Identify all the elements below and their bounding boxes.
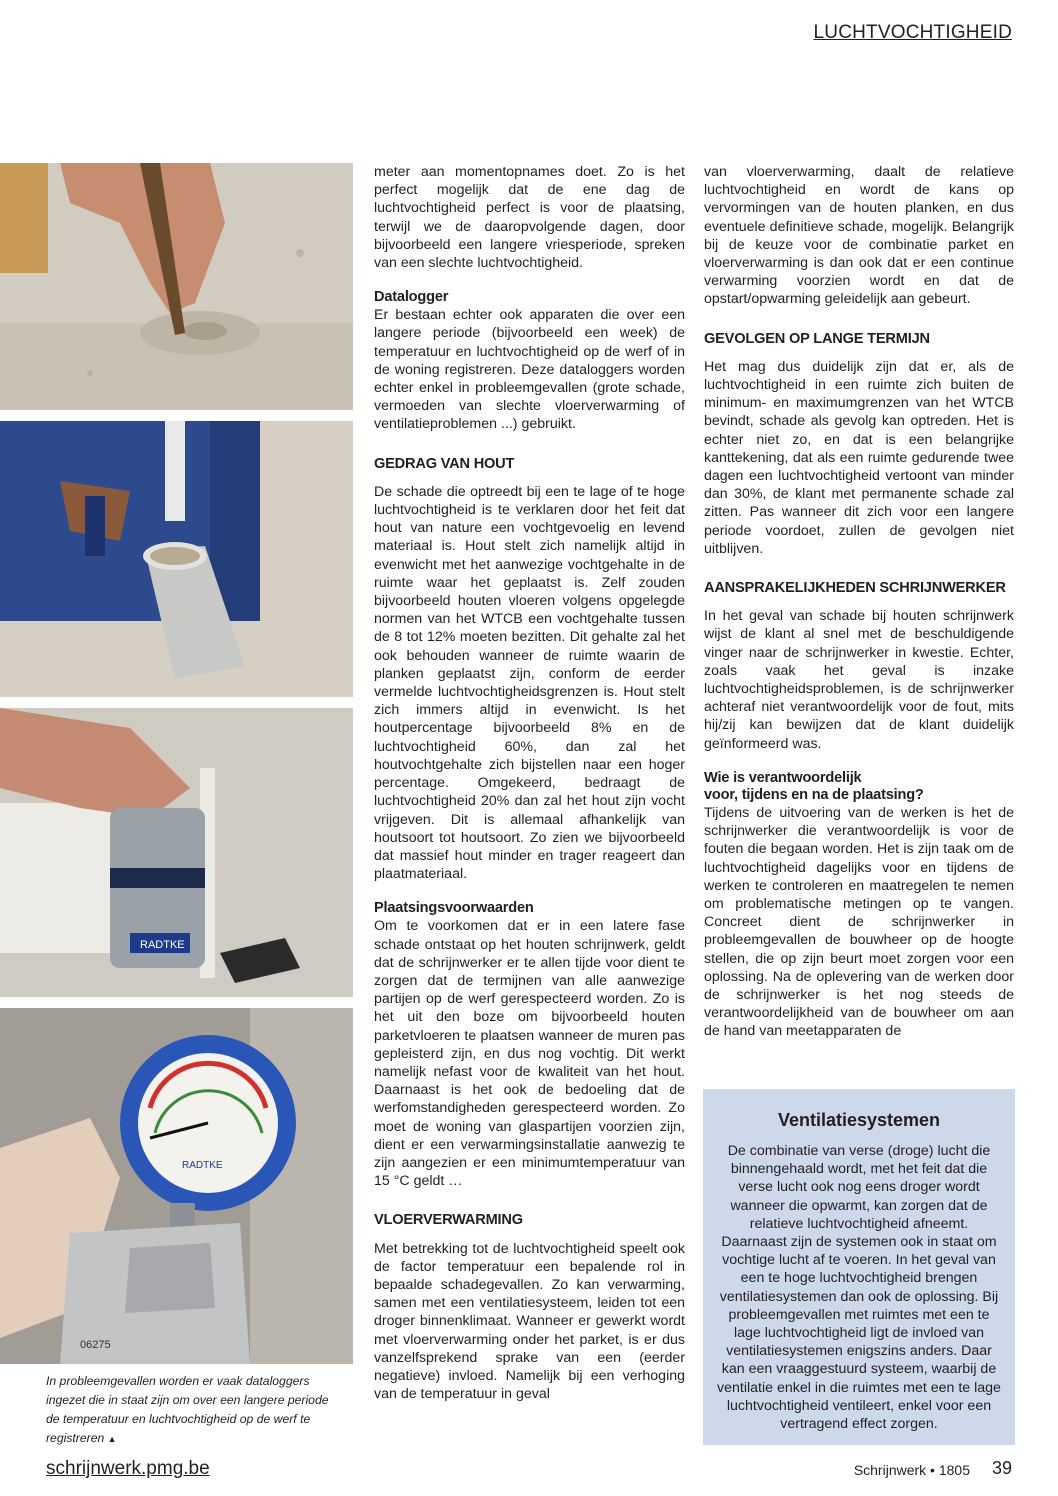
article-column-right: [704, 163, 1014, 1041]
device-brand-label: RADTKE: [140, 939, 185, 951]
subheading-plaatsingsvoorwaarden: Plaatsingsvoorwaarden: [374, 900, 534, 917]
photo-drilling-floor: [0, 163, 353, 410]
triangle-up-icon: ▲: [107, 1434, 117, 1444]
sidebox-ventilatiesystemen: [703, 1089, 1015, 1445]
photo-caption: [46, 1372, 346, 1449]
subheading-line: voor, tijdens en na de plaatsing?: [704, 786, 924, 803]
heading-gedrag-van-hout: GEDRAG VAN HOUT: [374, 455, 515, 472]
paragraph: van vloerverwarming, daalt de relatieve luchtvochtigheid en wordt de kans op vervormingen van de houten planken, en dus eventuele definitieve schade, mogelijk. Belangrijk bij de keuze voor de combinatie parket en vloerverwarming is dan ook dat er een continue verwarming voorzien wordt en dat de opstart/opwarming geleidelijk aan gebeurt.: [704, 164, 1014, 308]
footer-publication: Schrijnwerk • 1805: [853, 1462, 970, 1478]
article-column-middle: [374, 163, 685, 1403]
section-title: LUCHTVOCHTIGHEID: [813, 22, 1012, 43]
paragraph: Tijdens de uitvoering van de werken is het de schrijnwerker die verantwoordelijk is voor de fouten die begaan worden. Het is zijn taak om de luchtvochtigheid dagelijks voor en tijdens de werken te controleren en maatregelen te nemen om problematische metingen op te vangen. Concreet dient de schrijnwerker in probleemgevallen de bouwheer op de hoogte stellen, die op zijn beurt moet zorgen voor een oplossing. Na de oplevering van de werken door de schrijnwerker is het nog steeds de verantwoordelijkheid van de bouwheer om aan de hand van meetapparaten de: [704, 804, 1014, 1040]
sidebox-text: De combinatie van verse (droge) lucht die binnengehaald wordt, met het feit dat die verse lucht ook nog eens droger wordt wanneer die opwarmt, kan zorgen dat de relatieve luchtvochtigheid afneemt. Daarnaast zijn de systemen ook in staat om vochtige lucht af te voeren. In het geval van een te hoge luchtvochtigheid brengen ventilatiesystemen dan ook de oplossing. Bij probleemgevallen met ruimtes met een te lage luchtvochtigheid ligt de invloed van ventilatiesystemen enigszins anders. Daar kan een vraaggestuurd systeem, waarbij de ventilatie enkel in die ruimtes met een te lage luchtvochtigheid ventileert, enkel voor een vertragend effect zorgen.: [717, 1143, 1001, 1433]
page-number: 39: [991, 1458, 1012, 1478]
heading-vloerverwarming: VLOERVERWARMING: [374, 1212, 523, 1229]
paragraph: De schade die optreedt bij een te lage of te hoge luchtvochtigheid is te verklaren door het feit dat hout van nature een vochtgevoelig en levend materiaal is. Hout stelt zich namelijk altijd in evenwicht met het aanwezige vochtgehalte in de ruimte waar het geplaatst is. Zelf zouden bijvoorbeeld houten vloeren volgens opgelegde normen van het WTCB een vochtgehalte tussen de 8 tot 12% moeten bezitten. Dit gehalte zal het ook behouden wanneer de ruimte waarin de planken geplaatst zijn, conform de eerder vermelde luchtvochtigheidsgrenzen is. Hout stelt zich immers altijd in evenwicht. Is het houtpercentage bijvoorbeeld 8% en de luchtvochtigheid 60%, dan zal het houtvochtgehalte zich bijstellen naar een hoger percentage. Omgekeerd, bedraagt de luchtvochtigheid 20% dan zal het hout zijn vocht vrijgeven. Dit is allemaal afhankelijk van houtsoort tot houtsoort. Zo zien we bijvoorbeeld dat massief hout minder en trager reageert dan plaatmateriaal.: [374, 483, 685, 883]
footer-url-link[interactable]: schrijnwerk.pmg.be: [46, 1458, 210, 1479]
caption-line: ingezet die in staat zijn om over een langere periode: [46, 1393, 329, 1407]
caption-line: de temperatuur en luchtvochtigheid op de werf te: [46, 1412, 311, 1426]
paragraph: meter aan momentopnames doet. Zo is het perfect mogelijk dat de ene dag de luchtvochtigheid perfect is voor de plaatsing, terwijl we de daaropvolgende dagen, door bijvoorbeeld een langere vriesperiode, spreken van een slechte luchtvochtigheid.: [374, 164, 685, 272]
paragraph: Met betrekking tot de luchtvochtigheid speelt ook de factor temperatuur een bepalende rol in bepaalde schadegevallen. Zo kan verwarming, samen met een ventilatiesysteem, leiden tot een droger binnenklimaat. Wanneer er gewerkt wordt met vloerverwarming onder het parket, is er dus vanzelfsprekend sprake van een (eerder negatieve) invloed. Namelijk bij een verhoging van de temperatuur in geval: [374, 1240, 685, 1403]
photo-sample-container: [0, 421, 353, 697]
caption-line: In probleemgevallen worden er vaak dataloggers: [46, 1374, 310, 1388]
photo-pressure-gauge: [0, 1008, 353, 1364]
subheading-line: Wie is verantwoordelijk: [704, 769, 862, 786]
sidebox-title: Ventilatiesystemen: [777, 1110, 941, 1130]
caption-line: registreren: [46, 1431, 105, 1445]
subheading-datalogger: Datalogger: [374, 289, 449, 306]
heading-gevolgen: GEVOLGEN OP LANGE TERMIJN: [704, 330, 930, 347]
paragraph: Om te voorkomen dat er in een latere fase schade ontstaat op het houten schrijnwerk, geldt dat de schrijnwerker er te allen tijde voor dient te zorgen dat de termijnen van alle aanwezige partijen op de werf gerespecteerd worden. Zo is het uit den boze om bijvoorbeeld houten parketvloeren te plaatsen wanneer de muren pas gepleisterd zijn, en dus nog vochtig. Dit werkt namelijk nefast voor de kwaliteit van het hout. Daarnaast is het ook de bedoeling dat de werfomstandigheden gerespecteerd worden. Zo moet de woning van glaspartijen voorzien zijn, dient er een verwarmingsinstallatie aanwezig te zijn aangezien er een minimumtemperatuur van 15 °C geldt …: [374, 918, 685, 1190]
photo-measuring-device: [0, 708, 353, 997]
heading-aansprakelijkheden: AANSPRAKELIJKHEDEN SCHRIJNWERKER: [704, 580, 1006, 597]
tag-number: 06275: [80, 1339, 111, 1351]
paragraph: In het geval van schade bij houten schrijnwerk wijst de klant al snel met de beschuldigende vinger naar de schrijnwerker in kwestie. Echter, zoals vaak het geval is inzake luchtvochtigheidsproblemen, is de schrijnwerker achteraf niet verantwoordelijk voor de fout, mits hij/zij kan bewijzen dat de klant duidelijk geïnformeerd was.: [704, 608, 1014, 752]
paragraph: Het mag dus duidelijk zijn dat er, als de luchtvochtigheid in een ruimte zich buiten de minimum- en maximumgrenzen van het WTCB bevindt, schade als gevolg kan optreden. Het is echter niet zo, en dat is een belangrijke kanttekening, dat als een ruimte gedurende twee dagen een luchtvochtigheid vertoont van minder dan 30%, de klant met permanente schade zal zitten. Pas wanneer dit zich voor een langere periode voordoet, zullen de gevolgen niet uitblijven.: [704, 358, 1014, 557]
subheading-wie-verantwoordelijk: [704, 770, 1014, 804]
paragraph: Er bestaan echter ook apparaten die over een langere periode (bijvoorbeeld een week) de temperatuur en luchtvochtigheid op de werf of in de woning registreren. Deze dataloggers worden echter enkel in probleemgevallen (grote schade, vermoeden van slechte vloerverwarming of ventilatieproblemen ...) gebruikt.: [374, 307, 685, 433]
gauge-brand-label: RADTKE: [182, 1160, 223, 1171]
